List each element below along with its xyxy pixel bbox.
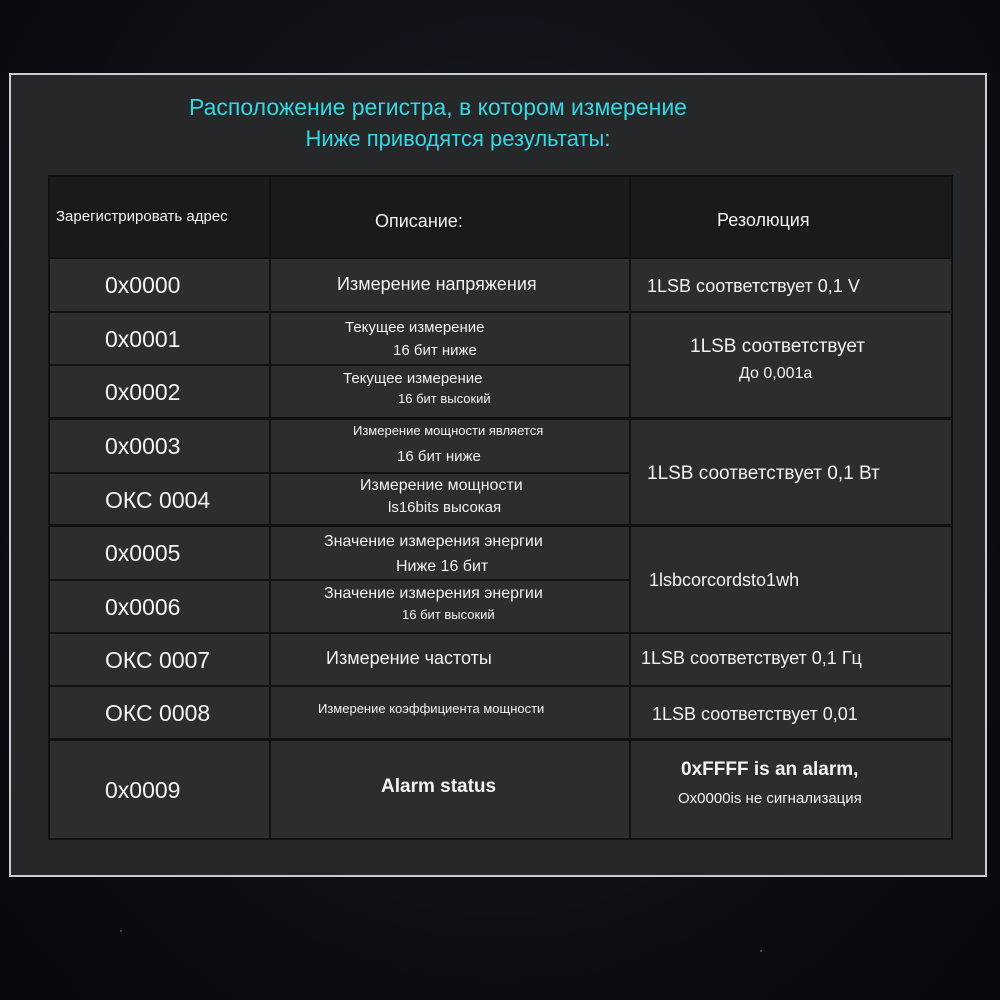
address-value: ОКС 0007: [105, 647, 211, 673]
address-value: ОКС 0008: [105, 700, 211, 726]
description-text: Измерение коэффициента мощности: [318, 701, 545, 716]
address-value: 0x0001: [105, 326, 181, 352]
description-cell: [271, 313, 629, 364]
description-text: Измерение напряжения: [337, 274, 537, 294]
description-cell: [271, 741, 629, 838]
description-text: Измерение частоты: [326, 648, 492, 668]
address-value: 0x0002: [105, 379, 181, 405]
description-text: Ниже 16 бит: [396, 558, 489, 575]
address-cell: [50, 420, 269, 472]
address-cell: [50, 366, 269, 417]
page-title: Расположение регистра, в котором измерение: [189, 94, 687, 120]
description-cell: [271, 366, 629, 417]
description-text: Alarm status: [381, 776, 497, 797]
resolution-text: 1LSB соответствует 0,1 V: [647, 276, 860, 296]
description-text: 16 бит высокий: [398, 391, 491, 406]
address-cell: [50, 581, 269, 632]
description-text: Текущее измерение: [345, 319, 485, 336]
description-text: 16 бит ниже: [397, 448, 481, 465]
address-value: ОКС 0004: [105, 487, 211, 513]
resolution-text: 0xFFFF is an alarm,: [681, 759, 859, 780]
address-cell: [50, 634, 269, 685]
star: [760, 950, 762, 952]
description-text: Текущее измерение: [343, 370, 483, 387]
description-text: ls16bits высокая: [388, 499, 502, 516]
resolution-cell: [631, 687, 951, 738]
resolution-text: 1LSB соответствует 0,01: [652, 704, 858, 724]
address-cell: [50, 313, 269, 364]
resolution-cell: [631, 527, 951, 632]
address-cell: [50, 474, 269, 524]
resolution-text: Ox0000is не сигнализация: [678, 790, 862, 807]
resolution-cell: [631, 634, 951, 685]
description-cell: [271, 420, 629, 472]
address-value: 0x0003: [105, 433, 181, 459]
resolution-text: До 0,001a: [739, 365, 813, 382]
resolution-cell: [631, 259, 951, 311]
description-text: Значение измерения энергии: [324, 533, 543, 550]
header-resolution-label: Резолюция: [717, 210, 810, 230]
header-address-label: Зарегистрировать адрес: [56, 208, 228, 225]
description-text: Значение измерения энергии: [324, 585, 543, 602]
register-table-panel: [9, 73, 987, 877]
description-cell: [271, 687, 629, 738]
address-cell: [50, 741, 269, 838]
description-cell: [271, 259, 629, 311]
description-text: 16 бит высокий: [402, 607, 495, 622]
address-cell: [50, 687, 269, 738]
address-cell: [50, 527, 269, 579]
description-cell: [271, 581, 629, 632]
resolution-text: 1LSB соответствует 0,1 Вт: [647, 463, 880, 484]
description-text: Измерение мощности является: [353, 423, 544, 438]
resolution-text: 1LSB соответствует: [690, 336, 865, 357]
resolution-cell: [631, 420, 951, 524]
resolution-text: 1LSB соответствует 0,1 Гц: [641, 648, 862, 668]
page-subtitle: Ниже приводятся результаты:: [305, 126, 611, 151]
header-resolution: [631, 177, 951, 257]
address-value: 0x0006: [105, 594, 181, 620]
star: [120, 930, 122, 932]
resolution-cell: [631, 741, 951, 838]
header-address: [50, 177, 269, 257]
description-text: 16 бит ниже: [393, 342, 477, 359]
description-cell: [271, 634, 629, 685]
description-cell: [271, 527, 629, 579]
address-value: 0x0005: [105, 540, 181, 566]
resolution-text: 1lsbcorcordsto1wh: [649, 570, 800, 590]
description-cell: [271, 474, 629, 524]
description-text: Измерение мощности: [360, 477, 523, 494]
address-cell: [50, 259, 269, 311]
register-table: [48, 175, 953, 840]
header-description: [271, 177, 629, 257]
header-description-label: Описание:: [375, 211, 463, 231]
address-value: 0x0000: [105, 272, 181, 298]
address-value: 0x0009: [105, 777, 181, 803]
resolution-cell: [631, 313, 951, 417]
